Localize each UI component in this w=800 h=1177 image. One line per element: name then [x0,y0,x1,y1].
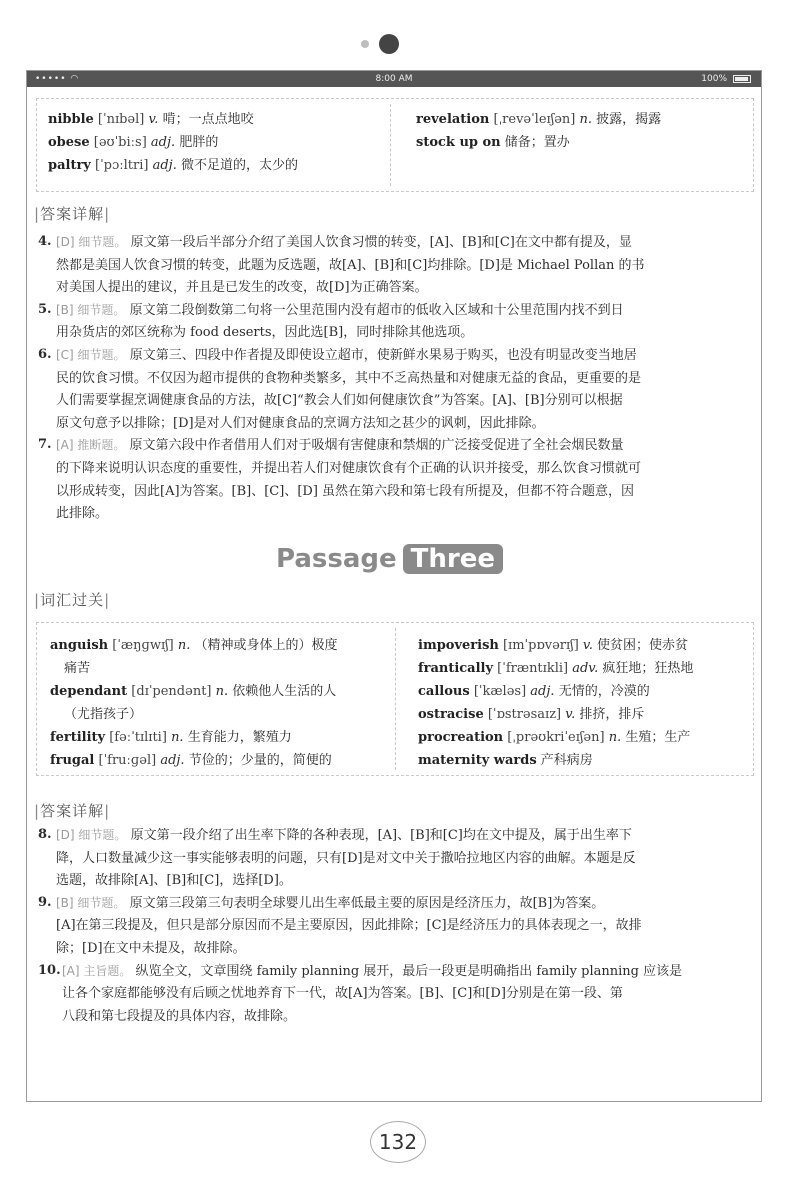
answer-tag: [B] 细节题。 [56,302,126,317]
vocab-phonetic: [ˈnɪbəl] [97,112,145,127]
answer-number: 9. [38,894,52,910]
vocab-phonetic: [ˌprəʊkriˈeɪʃən] [507,730,605,745]
vocab-phonetic: [ˈæŋɡwɪʃ] [112,638,174,653]
vocab-pos: adj. [530,684,555,699]
vocab-meaning: 使贫困；使赤贫 [597,638,689,653]
vocab-pos: adj. [152,158,177,173]
vocab-phonetic: [ɪmˈpɒvərɪʃ] [502,638,579,653]
answer-text: 原文第一段介绍了出生率下降的各种表现，[A]、[B]和[C]均在文中提及，属于出生率下 [130,828,632,843]
passage-title-word: Passage [276,544,397,574]
vocab-meaning: 储备；置办 [504,135,570,150]
answer-line [56,368,754,391]
vocab-meaning: 生殖；生产 [625,730,691,745]
vocab-word: dependant [50,684,128,699]
answer-text: 民的饮食习惯。不仅因为超市提供的食物种类繁多，其中不乏高热量和对健康无益的食品，更重要的是 [56,370,642,386]
vocab-entry [48,131,383,154]
vocab-pos: v. [148,112,159,127]
answer-body [38,434,754,525]
vocab-pos: n. [177,638,191,653]
vocab-entry [50,726,390,749]
battery-icon [733,75,751,83]
vocab-phonetic: [ˌrevəˈleɪʃən] [493,112,576,127]
vocab-pos: v. [582,638,593,653]
vocab-phonetic: [ˈkæləs] [473,684,527,699]
answer-line [62,960,754,984]
answer-line [56,870,754,893]
answer-line [56,390,754,413]
vocab-phonetic: [ˈfræntɪkli] [497,661,569,676]
vocab-top-right [416,108,751,154]
vocab-meaning: 肥胖的 [179,135,219,150]
vocab-word: procreation [418,730,504,745]
vocab-entry [416,108,751,131]
answer-item [38,960,754,1029]
answer-text: 原文第二段倒数第二句将一公里范围内没有超市的低收入区域和十公里范围内找不到日 [129,302,624,318]
answer-text: 除；[D]在文中未提及，故排除。 [56,940,246,956]
vocab-entry [418,634,748,657]
answer-line [56,413,754,436]
answer-line [56,892,754,916]
answer-text: 让各个家庭都能够没有后顾之忧地养育下一代，故[A]为答案。[B]、[C]和[D]分别是在第一段、第 [62,986,623,1002]
answer-text: 选题，故排除[A]、[B]和[C]，选择[D]。 [56,873,292,889]
signal-icon: ••••• ◠ [35,74,80,84]
vocab-phonetic: [ˈɒstrəsaɪz] [487,707,562,722]
vocab-meaning: 啃；一点点地咬 [162,112,254,127]
answer-text: 八段和第七段提及的具体内容，故排除。 [62,1008,297,1024]
vocab-pos: n. [579,112,593,127]
answer-line [62,983,754,1006]
vocab-entry [418,680,748,703]
answer-number: 4. [38,234,52,249]
answer-text: 原文第三段第三句表明全球婴儿出生率低最主要的原因是经济压力，故[B]为答案。 [129,895,605,911]
vocab-word: ostracise [418,707,484,722]
vocab-word: fertility [50,730,106,745]
answer-text: 以形成转变，因此[A]为答案。[B]、[C]、[D] 虽然在第六段和第七段有所提及，但都不符合题意，因 [56,483,635,499]
vocab-pos: n. [608,730,622,745]
vocab-meaning: 疯狂地；狂热地 [602,661,694,676]
answer-text: 降，人口数量减少这一事实能够表明的问题，只有[D]是对文中关于撒哈拉地区内容的曲解。本题是反 [56,850,636,866]
vocab-pos: adj. [160,753,185,768]
vocab-word: obese [48,135,90,150]
answer-line [56,458,754,481]
answer-text: 用杂货店的郊区统称为 food deserts，因此选[B]，同时排除其他选项。 [56,325,474,341]
answer-line [56,299,754,323]
vocab-meaning: 生育能力，繁殖力 [187,730,292,745]
vocab-word: anguish [50,638,109,653]
vocab-phonetic: [dɪˈpendənt] [131,684,212,699]
answer-text: 原文第一段后半部分介绍了美国人饮食习惯的转变，[A]、[B]和[C]在文中都有提及，显 [130,235,632,250]
answer-line [56,938,754,961]
answer-tag: [B] 细节题。 [56,895,126,910]
vocab-pos: n. [171,730,184,745]
answer-number: 10. [38,962,61,978]
answer-body [38,960,754,1029]
answer-text: 原文第六段中作者借用人们对于吸烟有害健康和禁烟的广泛接受促进了全社会烟民数量 [129,438,624,454]
status-bar [27,71,761,87]
vocab-word: maternity wards [418,753,537,768]
passage-title [276,544,503,580]
answer-tag: [A] 推断题。 [56,438,126,453]
vocab-entry [50,634,390,657]
vocab-entry [50,680,390,703]
vocab-entry [418,703,748,726]
vocab-entry [416,131,751,154]
vocab-word: frugal [50,753,95,768]
answer-tag: [D] 细节题。 [56,828,127,842]
answer-tag: [C] 细节题。 [56,348,126,362]
camera-dot [379,34,399,54]
vocab-bottom-left [50,634,390,772]
vocab-entry [418,726,748,749]
vocab-entry [418,749,748,772]
battery-level: 100% [701,74,727,84]
answer-body [38,344,754,435]
answers-heading-2: |答案详解| [34,802,111,820]
answer-line [56,434,754,458]
answer-line [56,824,754,848]
passage-title-number: Three [403,544,503,574]
answer-text: 纵览全文，文章围绕 family planning 展开，最后一段更是明确指出 family planning 应该是 [135,963,683,979]
vocab-entry [48,108,383,131]
vocab-phonetic: [fəːˈtɪlɪti] [109,730,167,745]
vocab-word: revelation [416,112,490,127]
answers-heading-1: |答案详解| [34,205,111,223]
answer-tag: [A] 主旨题。 [62,963,132,978]
answer-text: 然都是美国人饮食习惯的转变，此题为反选题，故[A]、[B]和[C]均排除。[D]是 Michael Pollan 的书 [56,257,645,273]
vocab-word: nibble [48,112,94,127]
answer-line [56,231,754,255]
answer-item [38,434,754,525]
vocab-entry [50,749,390,772]
vocab-meaning: 节俭的；少量的，简便的 [188,753,332,768]
answer-line [56,503,754,526]
answer-text: 原文句意予以排除；[D]是对人们对健康食品的烹调方法知之甚少的讽刺，因此排除。 [56,415,545,431]
vocab-divider-bottom [395,628,396,770]
answer-item [38,231,754,300]
answer-line [56,344,754,368]
answer-item [38,344,754,435]
answer-text: [A]在第三段提及，但只是部分原因而不是主要原因，因此排除；[C]是经济压力的具体表现之一，故排 [56,918,642,934]
vocab-meaning: 微不足道的，太少的 [181,158,299,173]
answer-body [38,299,754,345]
vocab-word: stock up on [416,135,501,150]
answer-text: 人们需要掌握烹调健康食品的方法，故[C]“教会人们如何健康饮食”为答案。[A]、[B]分别可以根据 [56,393,623,409]
status-time: 8:00 AM [375,74,413,84]
answer-number: 6. [38,347,52,362]
answer-text: 的下降来说明认识态度的重要性，并提出若人们对健康饮食有个正确的认识并接受，那么饮食习惯就可 [56,460,642,476]
answer-line [56,255,754,278]
vocab-word: frantically [418,661,494,676]
answer-text: 对美国人提出的建议，并且是已发生的改变，故[D]为正确答案。 [56,280,428,296]
answer-text: 此排除。 [56,506,109,522]
vocab-meaning: 排挤，排斥 [579,707,645,722]
vocab-divider-top [390,104,391,186]
answer-body [38,824,754,893]
answer-line [56,848,754,871]
answer-line [56,322,754,345]
page-number: 132 [370,1121,426,1163]
answer-line [56,481,754,504]
vocab-meaning-cont: （尤指孩子） [64,707,143,722]
vocab-word: paltry [48,158,91,173]
answer-line [56,915,754,938]
answer-tag: [D] 细节题。 [56,235,127,249]
vocab-pos: adv. [572,661,599,676]
answer-item [38,299,754,345]
vocab-word: callous [418,684,470,699]
vocab-meaning: 产科病房 [540,753,593,768]
vocab-bottom-right [418,634,748,772]
vocab-entry [48,154,383,177]
answer-line [62,1006,754,1029]
vocab-meaning-cont: 痛苦 [64,661,91,676]
vocab-meaning: 依赖他人生活的人 [232,684,337,699]
vocab-word: impoverish [418,638,499,653]
vocab-meaning: 无情的，冷漠的 [558,684,650,699]
answer-number: 5. [38,301,52,317]
vocab-phonetic: [ˈfruːɡəl] [98,753,157,768]
vocab-heading: |词汇过关| [34,591,111,609]
answer-item [38,892,754,961]
page-indicator-dot [361,40,369,48]
vocab-pos: v. [565,707,576,722]
answer-item [38,824,754,893]
vocab-phonetic: [əʊˈbiːs] [93,135,147,150]
answer-line [56,277,754,300]
vocab-entry [418,657,748,680]
answer-body [38,892,754,961]
vocab-meaning: 披露，揭露 [596,112,662,127]
answer-body [38,231,754,300]
answer-number: 8. [38,827,52,842]
vocab-meaning: （精神或身体上的）极度 [194,638,338,653]
answer-number: 7. [38,437,52,453]
vocab-pos: adj. [150,135,176,150]
answer-text: 原文第三、四段中作者提及即使设立超市，使新鲜水果易于购买，也没有明显改变当地居 [129,348,637,363]
vocab-pos: n. [215,684,229,699]
vocab-top-left [48,108,383,177]
vocab-phonetic: [ˈpɔːltri] [95,158,149,173]
